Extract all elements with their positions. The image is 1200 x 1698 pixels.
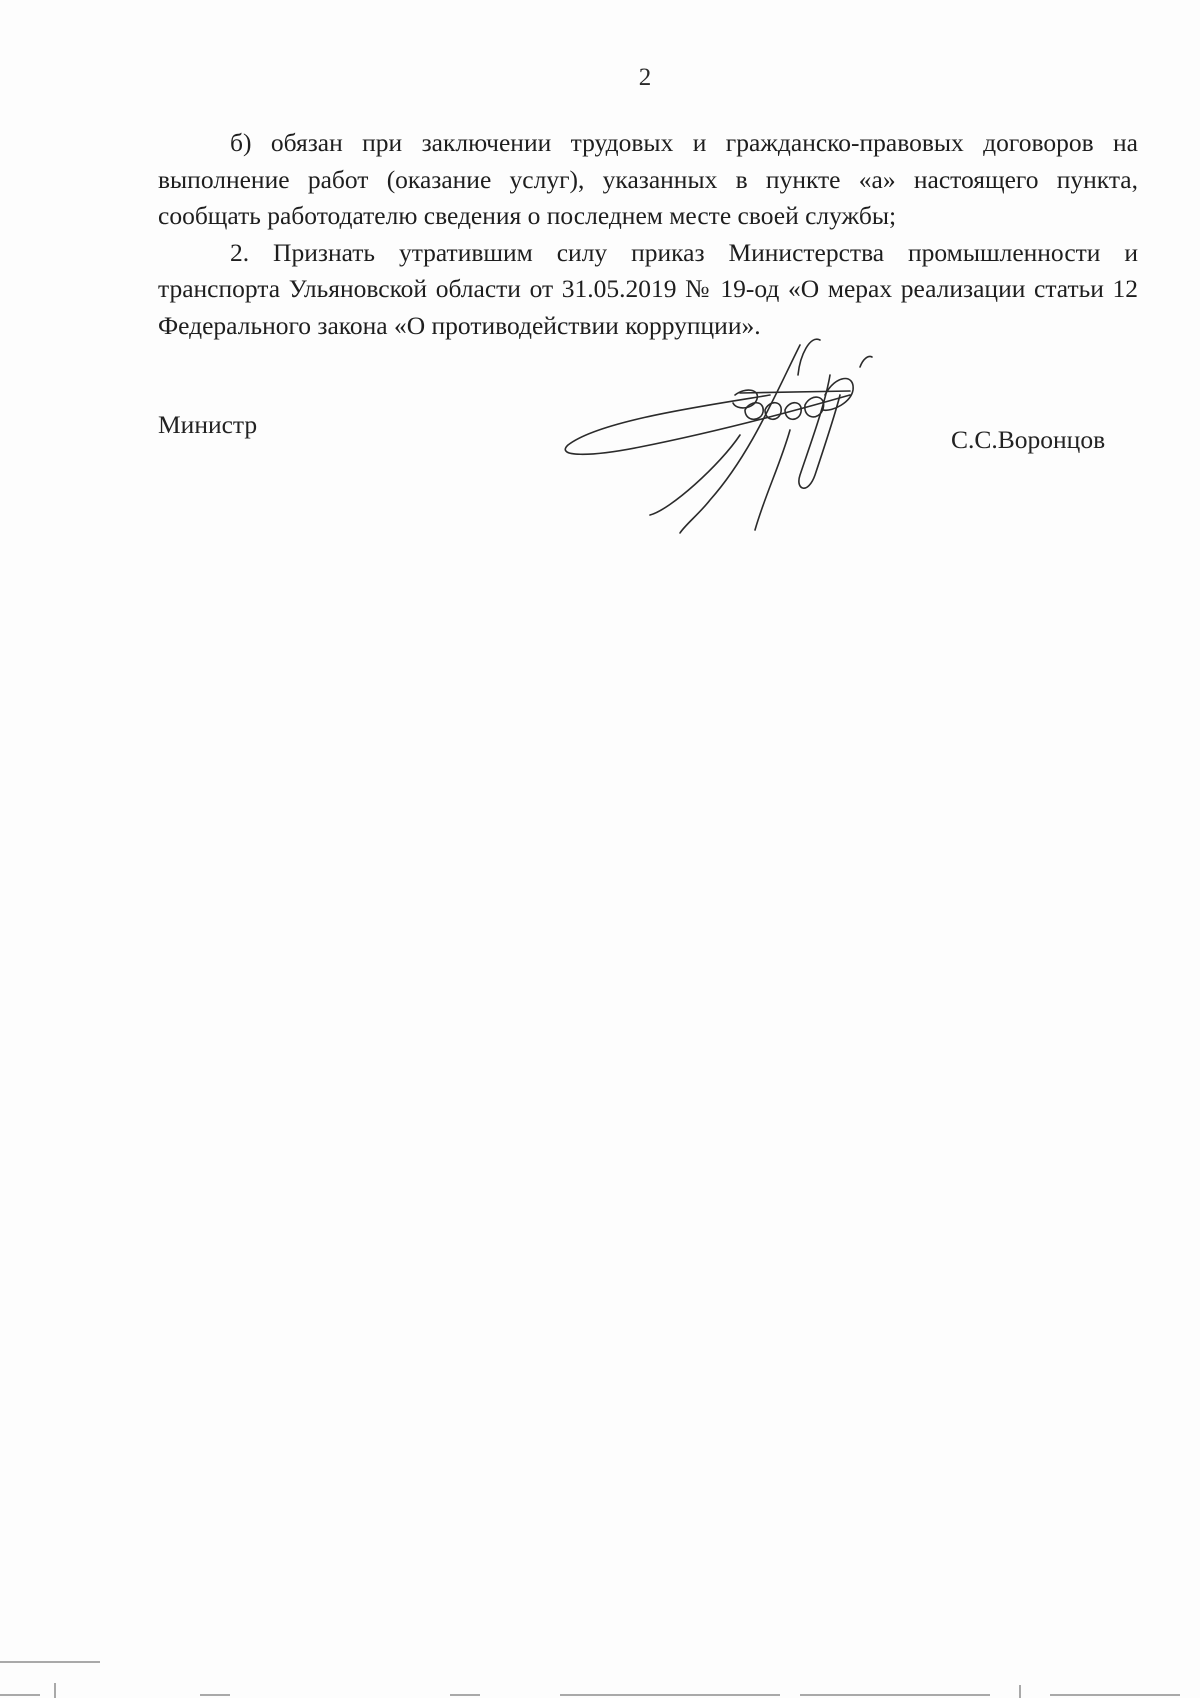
signer-title: Министр: [158, 410, 258, 439]
handwritten-signature: [560, 335, 940, 540]
paragraph-1: б) обязан при заключении трудовых и гражданско-правовых договоров на выполнение работ (оказание услуг), указанных в пункте «а» настоящего пункта, сообщать работодателю сведения о последнем месте своей службы;: [158, 128, 1138, 230]
page-number: 2: [638, 64, 652, 91]
scan-border-marks: [0, 1655, 1200, 1698]
paragraph-2: 2. Признать утратившим силу приказ Министерства промышленности и транспорта Ульяновской области от 31.05.2019 № 19-од «О мерах реализации статьи 12 Федерального закона «О противодействии коррупции».: [158, 237, 1138, 340]
signer-name: С.С.Воронцов: [951, 425, 1106, 454]
signature-block: [0, 0, 1200, 560]
